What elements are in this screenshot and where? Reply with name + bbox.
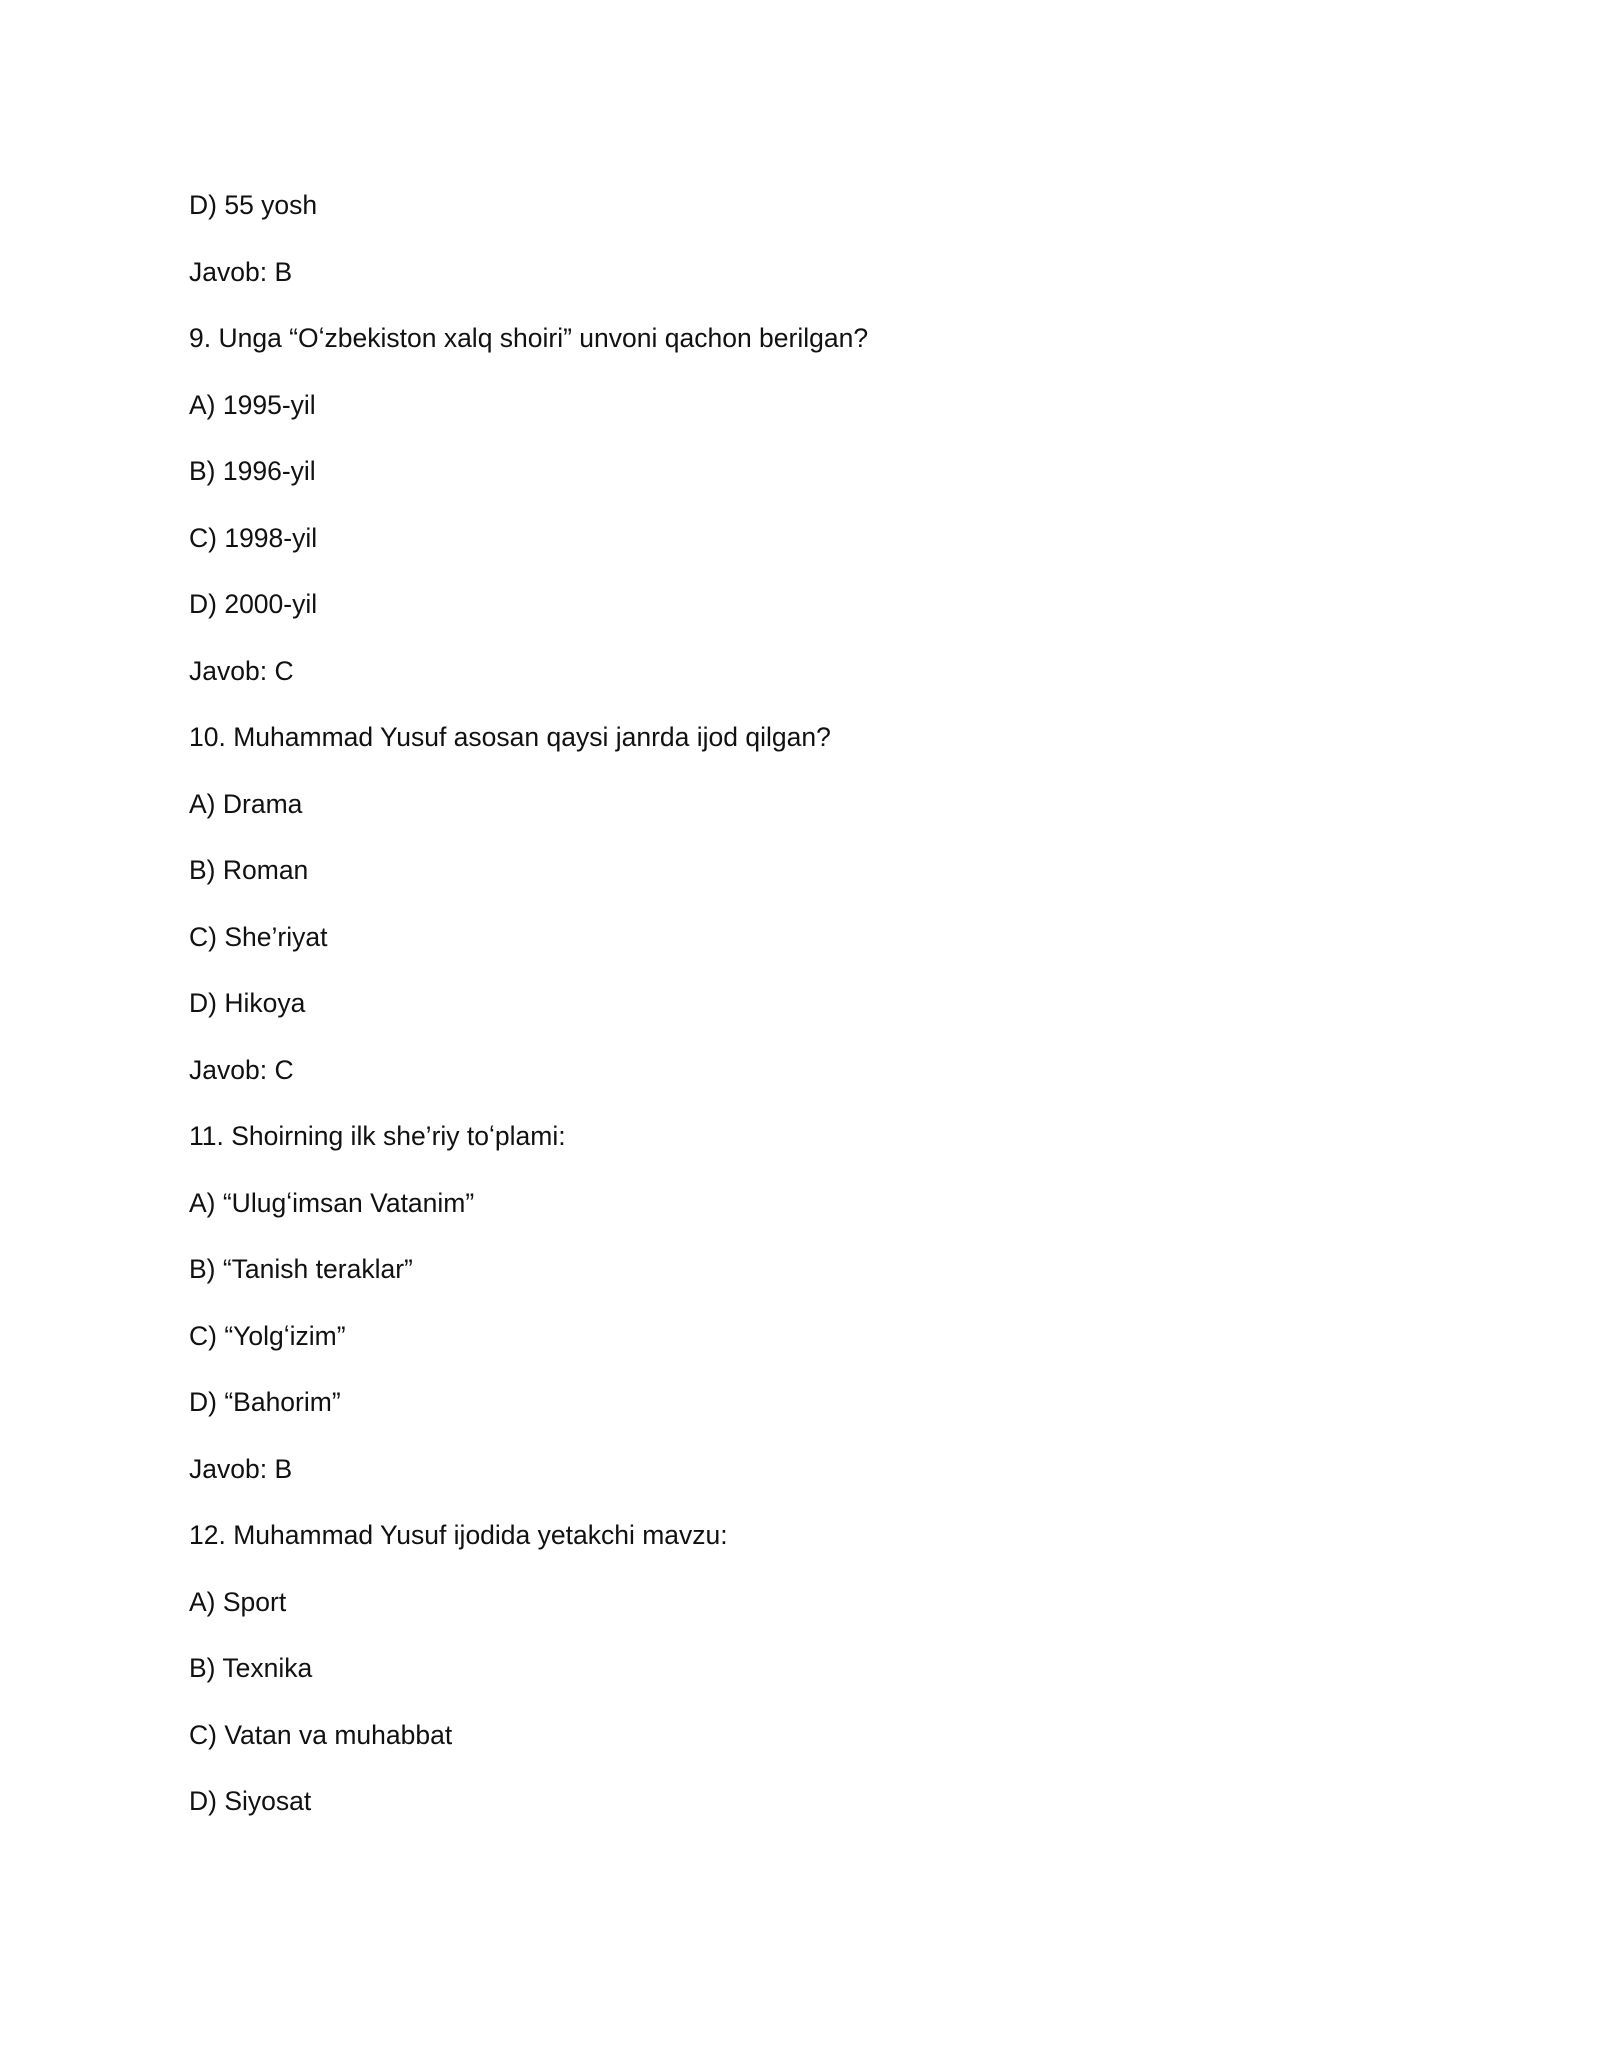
answer-option: B) Texnika: [189, 1653, 313, 1683]
answer-key: Javob: C: [189, 1054, 294, 1085]
answer-option: A) Drama: [189, 788, 303, 819]
answer-option: B) “Tanish teraklar”: [189, 1254, 413, 1284]
answer-option: B) Roman: [189, 855, 309, 885]
answer-option: A) 1995-yil: [189, 389, 316, 420]
answer-key: Javob: B: [189, 256, 293, 287]
answer-option: C) 1998-yil: [189, 522, 318, 553]
answer-option: C) Vatan va muhabbat: [189, 1719, 453, 1750]
answer-option: D) 55 yosh: [189, 190, 318, 220]
answer-option: D) Hikoya: [189, 988, 306, 1018]
answer-option: A) “Ulugʻimsan Vatanim”: [189, 1187, 475, 1218]
answer-option: D) “Bahorim”: [189, 1387, 341, 1417]
answer-option: C) She’riyat: [189, 921, 328, 952]
answer-option: C) “Yolgʻizim”: [189, 1320, 346, 1351]
answer-option: B) 1996-yil: [189, 456, 316, 486]
question-text: 11. Shoirning ilk she’riy toʻplami:: [189, 1121, 566, 1151]
question-text: 10. Muhammad Yusuf asosan qaysi janrda ijod qilgan?: [189, 722, 831, 752]
answer-option: D) Siyosat: [189, 1786, 312, 1816]
answer-option: D) 2000-yil: [189, 589, 318, 619]
answer-option: A) Sport: [189, 1586, 287, 1617]
question-text: 9. Unga “Oʻzbekiston xalq shoiri” unvoni qachon berilgan?: [189, 323, 869, 353]
answer-key: Javob: B: [189, 1453, 293, 1484]
question-text: 12. Muhammad Yusuf ijodida yetakchi mavzu:: [189, 1520, 728, 1550]
answer-key: Javob: C: [189, 655, 294, 686]
question-list: [189, 186, 1439, 1849]
